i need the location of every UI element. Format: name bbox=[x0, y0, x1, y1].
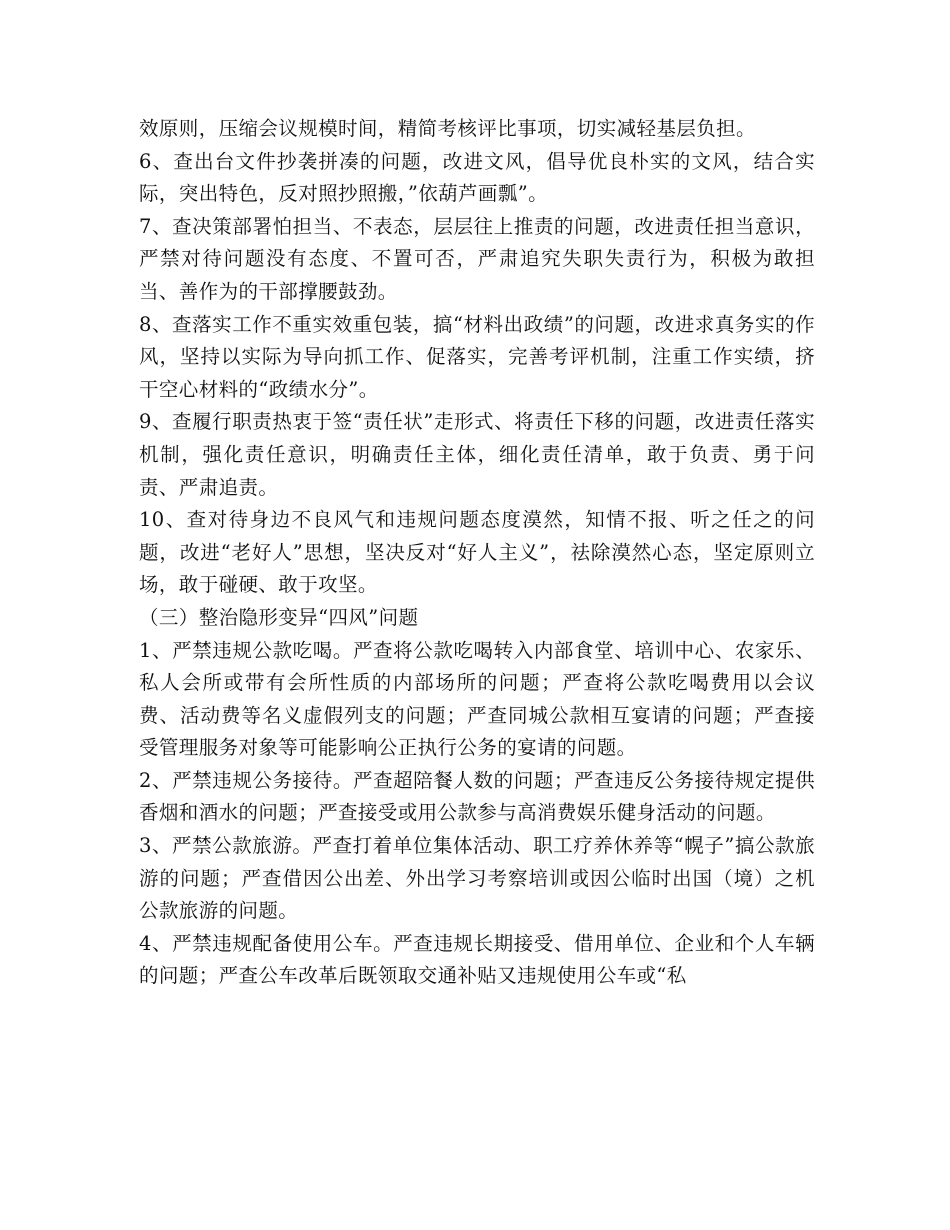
paragraph-item-8: 8、查落实工作不重实效重包装，搞“材料出政绩”的问题，改进求真务实的作风，坚持以实际为导向抓工作、促落实，完善考评机制，注重工作实绩，挤干空心材料的“政绩水分”。 bbox=[139, 312, 815, 401]
document-page bbox=[139, 113, 815, 993]
paragraph-continuation: 效原则，压缩会议规模时间，精简考核评比事项，切实减轻基层负担。 bbox=[139, 117, 756, 140]
section-paragraph-1: 1、严禁违规公款吃喝。严查将公款吃喝转入内部食堂、培训中心、农家乐、私人会所或带有会所性质的内部场所的问题；严查将公款吃喝费用以会议费、活动费等名义虚假列支的问题；严查同城公款相互宴请的问题；严查接受管理服务对象等可能影响公正执行公务的宴请的问题。 bbox=[139, 638, 815, 760]
section-paragraph-2: 2、严禁违规公务接待。严查超陪餐人数的问题；严查违反公务接待规定提供香烟和酒水的问题；严查接受或用公款参与高消费娱乐健身活动的问题。 bbox=[139, 768, 815, 825]
section-paragraph-4: 4、严禁违规配备使用公车。严查违规长期接受、借用单位、企业和个人车辆的问题；严查公车改革后既领取交通补贴又违规使用公车或“私 bbox=[139, 931, 815, 988]
paragraph-item-7: 7、查决策部署怕担当、不表态，层层往上推责的问题，改进责任担当意识，严禁对待问题没有态度、不置可否，严肃追究失职失责行为，积极为敢担当、善作为的干部撑腰鼓劲。 bbox=[139, 214, 815, 303]
paragraph-item-6: 6、查出台文件抄袭拼凑的问题，改进文风，倡导优良朴实的文风，结合实际，突出特色，反对照抄照搬，”依葫芦画瓢”。 bbox=[139, 149, 815, 206]
paragraph-item-10: 10、查对待身边不良风气和违规问题态度漠然，知情不报、听之任之的问题，改进“老好人”思想，坚决反对“好人主义”，祛除漠然心态，坚定原则立场，敢于碰硬、敢于攻坚。 bbox=[139, 508, 815, 597]
section-heading: （三）整治隐形变异“四风”问题 bbox=[139, 605, 419, 629]
paragraph-item-9: 9、查履行职责热衷于签“责任状”走形式、将责任下移的问题，改进责任落实机制，强化责任意识，明确责任主体，细化责任清单，敢于负责、勇于问责、严肃追责。 bbox=[139, 410, 815, 499]
section-paragraph-3: 3、严禁公款旅游。严查打着单位集体活动、职工疗养休养等“幌子”搞公款旅游的问题；严查借因公出差、外出学习考察培训或因公临时出国（境）之机公款旅游的问题。 bbox=[139, 834, 815, 923]
